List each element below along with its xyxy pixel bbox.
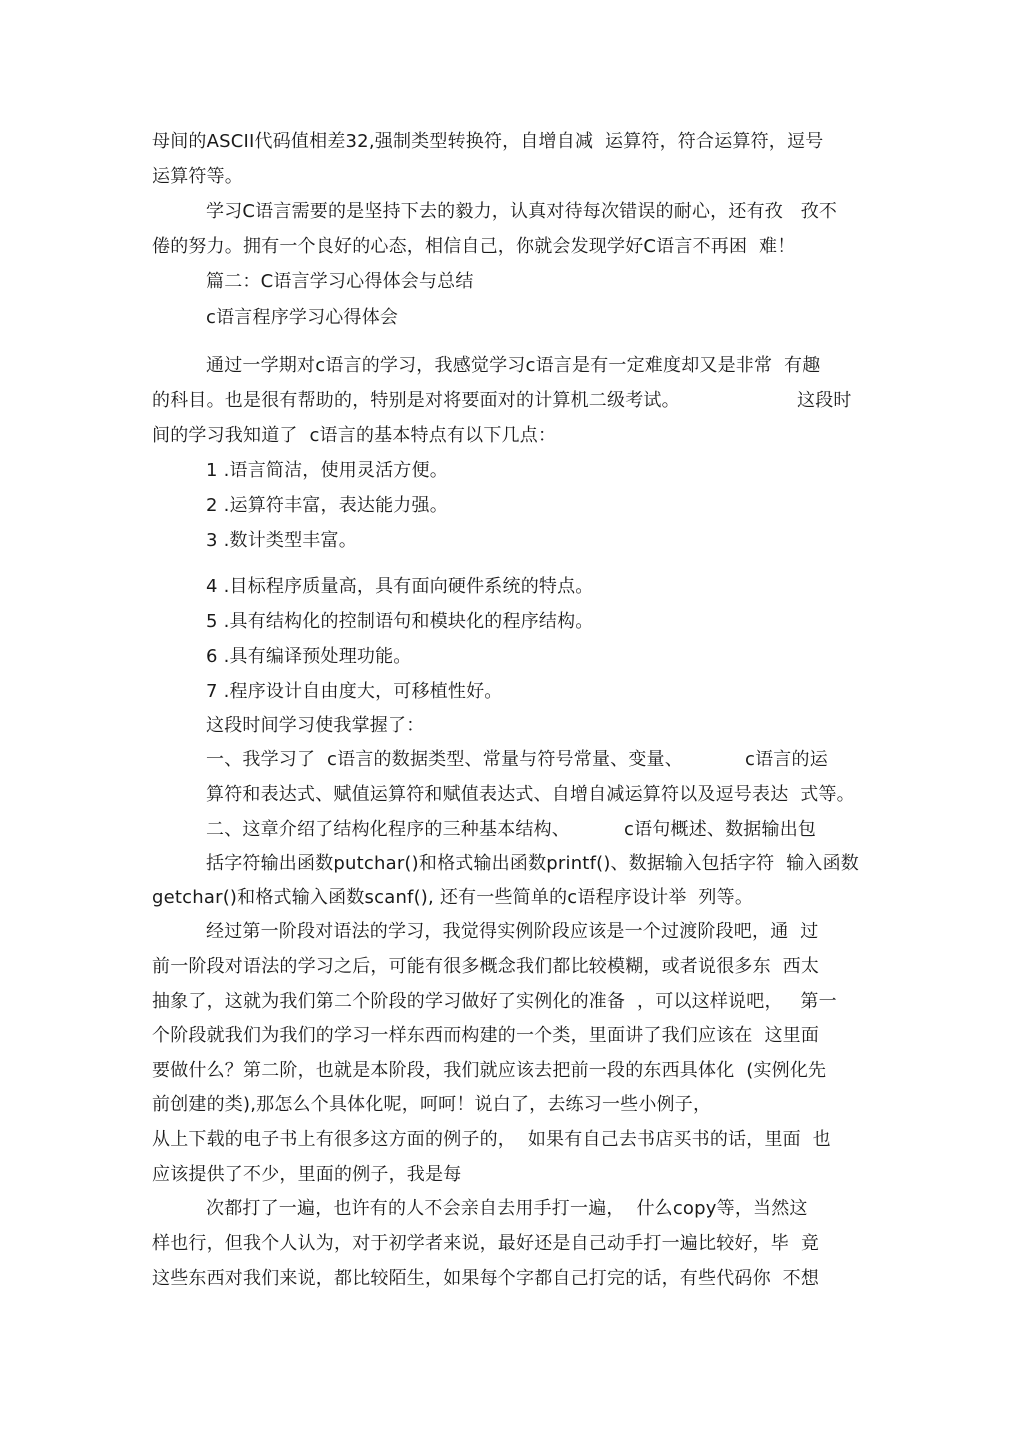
text-line: 的科目。也是很有帮助的，特别是对将要面对的计算机二级考试。 (152, 390, 680, 411)
text-line: c语言的运 (745, 749, 828, 770)
text-line: c语句概述、数据输出包 (624, 819, 817, 840)
text-line: 抽象了，这就为我们第二个阶段的学习做好了实例化的准备 ，可以这样说吧， 第一 (152, 991, 837, 1012)
list-item: 4 .目标程序质量高，具有面向硬件系统的特点。 (206, 576, 594, 597)
section-heading: 篇二：C语言学习心得体会与总结 (206, 271, 474, 292)
text-line: 前一阶段对语法的学习之后，可能有很多概念我们都比较模糊，或者说很多东 西太 (152, 956, 820, 977)
list-item: 3 .数计类型丰富。 (206, 530, 357, 551)
text-line: 括字符输出函数putchar()和格式输出函数printf()、数据输入包括字符 输入函数 (206, 853, 859, 874)
text-line: 这段时间学习使我掌握了： (206, 715, 425, 736)
text-line: 这些东西对我们来说，都比较陌生，如果每个字都自己打完的话，有些代码你 不想 (152, 1268, 820, 1289)
list-item: 5 .具有结构化的控制语句和模块化的程序结构。 (206, 611, 594, 632)
text-line: 通过一学期对c语言的学习，我感觉学习c语言是有一定难度却又是非常 有趣 (206, 355, 821, 376)
list-item: 2 .运算符丰富，表达能力强。 (206, 495, 448, 516)
list-item: 1 .语言简洁，使用灵活方便。 (206, 460, 448, 481)
text-line: 母间的ASCII代码值相差32,强制类型转换符，自增自减 运算符，符合运算符，逗号 (152, 131, 824, 152)
text-line: 学习C语言需要的是坚持下去的毅力，认真对待每次错误的耐心，还有孜 孜不 (206, 201, 838, 222)
text-line: 个阶段就我们为我们的学习一样东西而构建的一个类，里面讲了我们应该在 这里面 (152, 1025, 820, 1046)
text-line: 前创建的类),那怎么个具体化呢，呵呵！说白了，去练习一些小例子， (152, 1094, 712, 1115)
text-line: 这段时 (797, 390, 852, 411)
text-line: 间的学习我知道了 c语言的基本特点有以下几点： (152, 425, 557, 446)
text-line: 要做什么？第二阶，也就是本阶段，我们就应该去把前一段的东西具体化 (实例化先 (152, 1060, 827, 1081)
text-line: 应该提供了不少，里面的例子，我是每 (152, 1164, 462, 1185)
text-line: 二、这章介绍了结构化程序的三种基本结构、 (206, 819, 570, 840)
section-subheading: c语言程序学习心得体会 (206, 307, 399, 328)
text-line: 从上下载的电子书上有很多这方面的例子的， 如果有自己去书店买书的话，里面 也 (152, 1129, 831, 1150)
list-item: 6 .具有编译预处理功能。 (206, 646, 412, 667)
text-line: getchar()和格式输入函数scanf(), 还有一些简单的c语程序设计举 列等。 (152, 887, 754, 908)
text-line: 倦的努力。拥有一个良好的心态，相信自己，你就会发现学好C语言不再困 难！ (152, 236, 796, 257)
text-line: 运算符等。 (152, 166, 243, 187)
text-line: 一、我学习了 c语言的数据类型、常量与符号常量、变量、 (206, 749, 683, 770)
text-line: 样也行，但我个人认为，对于初学者来说，最好还是自己动手打一遍比较好，毕 竟 (152, 1233, 820, 1254)
list-item: 7 .程序设计自由度大，可移植性好。 (206, 681, 503, 702)
text-line: 算符和表达式、赋值运算符和赋值表达式、自增自减运算符以及逗号表达 式等。 (206, 784, 855, 805)
text-line: 次都打了一遍，也许有的人不会亲自去用手打一遍， 什么copy等，当然这 (206, 1198, 808, 1219)
text-line: 经过第一阶段对语法的学习，我觉得实例阶段应该是一个过渡阶段吧，通 过 (206, 921, 819, 942)
